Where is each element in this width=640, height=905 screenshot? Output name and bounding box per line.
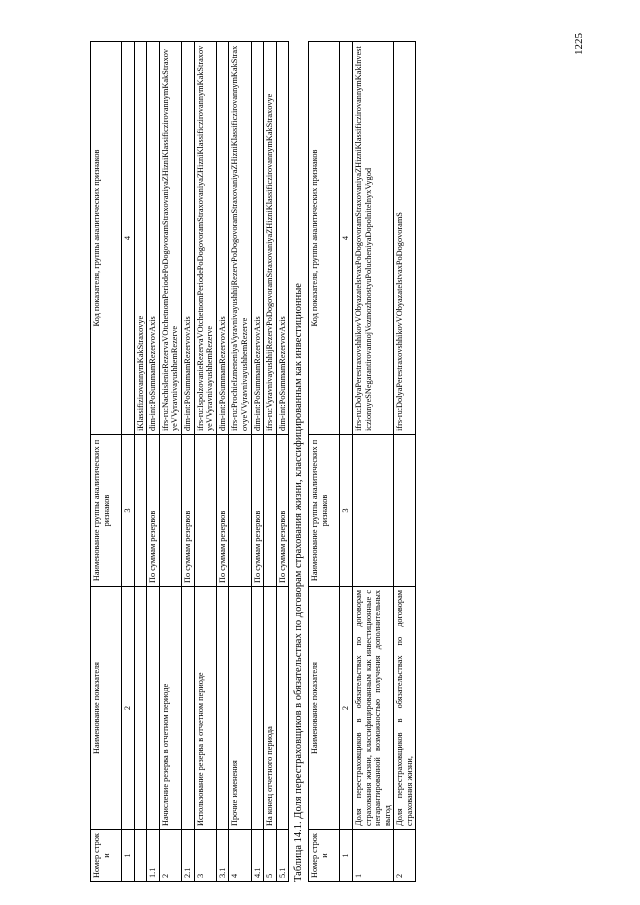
col-number: 1 bbox=[340, 830, 353, 882]
table-reserve-movements bbox=[90, 41, 289, 882]
group-name: По суммам резервов bbox=[251, 435, 264, 587]
col-number: 4 bbox=[340, 42, 353, 435]
table-row bbox=[159, 42, 181, 882]
col-number: 2 bbox=[340, 587, 353, 830]
page-number: 1225 bbox=[573, 33, 585, 55]
col-number: 1 bbox=[122, 830, 135, 882]
row-number: 5 bbox=[264, 830, 277, 882]
group-name bbox=[134, 435, 147, 587]
col-number: 2 bbox=[122, 587, 135, 830]
group-name bbox=[394, 435, 416, 587]
table-row bbox=[216, 42, 229, 882]
indicator-code: ifrs-ru:NachislenieRezervaVOtchetnomPeriodePoDogovoramStraxovaniyaZHizniKlassificzirovannymKakStraxovyeVVyravnivayushhemRezerve bbox=[159, 42, 181, 435]
indicator-name: Доля перестраховщиков в обязательствах по договорам страхования жизни, bbox=[394, 587, 416, 830]
group-name bbox=[229, 435, 251, 587]
indicator-code: dim-int:PoSummamRezervovAxis bbox=[181, 42, 194, 435]
table-row bbox=[264, 42, 277, 882]
row-number: 4 bbox=[229, 830, 251, 882]
table-reinsurer-share bbox=[308, 41, 416, 882]
header-indicator-name: Наименование показателя bbox=[91, 587, 122, 830]
indicator-code: ifrs-ru:ProchieIzmeneniyaVyravnivayushhijRezervPoDogovoramStraxovaniyaZHizniKlassificzirovannymKakStraxovyeVVyravnivayushhemRezerve bbox=[229, 42, 251, 435]
row-number: 1.1 bbox=[147, 830, 160, 882]
indicator-name bbox=[134, 587, 147, 830]
table-caption: Таблица 14.1. Доля перестраховщиков в обязательствах по договорам страхования жизни, классифицированным как инвестиционные bbox=[293, 283, 305, 882]
table-row bbox=[394, 42, 416, 882]
indicator-code: dim-int:PoSummamRezervovAxis bbox=[147, 42, 160, 435]
indicator-code: ifrs-ru:VyravnivayushhijRezervPoDogovoramStraxovaniyaZHizniKlassificzirovannymKakStraxovye bbox=[264, 42, 277, 435]
indicator-code: ifrs-ru:DolyaPerestraxovshhikovVObyazatelstvaxPoDogovoramStraxovaniyaZHizniKlassificzirovannymKakInvesticzionnyeSNegarantirovannojVozmozhnostyuPolucheniyaDopolnitelnyxVygod bbox=[352, 42, 393, 435]
row-number: 3 bbox=[194, 830, 216, 882]
col-number: 3 bbox=[122, 435, 135, 587]
group-name bbox=[194, 435, 216, 587]
indicator-name: Использование резерва в отчетном периоде bbox=[194, 587, 216, 830]
row-number: 2 bbox=[159, 830, 181, 882]
col-number: 3 bbox=[340, 435, 353, 587]
row-number bbox=[134, 830, 147, 882]
indicator-code: ifrs-ru:IspolzovanieRezervaVOtchetnomPeriodePoDogovoramStraxovaniyaZHizniKlassificzirovannymKakStraxovyeVVyravnivayushhemRezerve bbox=[194, 42, 216, 435]
group-name bbox=[159, 435, 181, 587]
indicator-code: dim-int:PoSummamRezervovAxis bbox=[276, 42, 289, 435]
header-code: Код показателя, группы аналитических признаков bbox=[309, 42, 340, 435]
row-number: 2 bbox=[394, 830, 416, 882]
column-numbers-row bbox=[340, 42, 353, 882]
row-number: 1 bbox=[352, 830, 393, 882]
indicator-name: Прочие изменения bbox=[229, 587, 251, 830]
group-name bbox=[264, 435, 277, 587]
header-group-name: Наименование группы аналитических признаков bbox=[91, 435, 122, 587]
indicator-code: ifrs-ru:DolyaPerestraxovshhikovVObyazatelstvaxPoDogovoramS bbox=[394, 42, 416, 435]
group-name: По суммам резервов bbox=[276, 435, 289, 587]
indicator-name bbox=[276, 587, 289, 830]
indicator-name: Начисление резерва в отчетном периоде bbox=[159, 587, 181, 830]
row-number: 5.1 bbox=[276, 830, 289, 882]
table-row bbox=[229, 42, 251, 882]
group-name: По суммам резервов bbox=[181, 435, 194, 587]
column-numbers-row bbox=[122, 42, 135, 882]
table-row bbox=[251, 42, 264, 882]
table-header-row bbox=[91, 42, 122, 882]
table-row bbox=[194, 42, 216, 882]
table-row bbox=[134, 42, 147, 882]
row-number: 2.1 bbox=[181, 830, 194, 882]
indicator-name bbox=[216, 587, 229, 830]
indicator-code: dim-int:PoSummamRezervovAxis bbox=[251, 42, 264, 435]
col-number: 4 bbox=[122, 42, 135, 435]
indicator-name bbox=[251, 587, 264, 830]
header-group-name: Наименование группы аналитических признаков bbox=[309, 435, 340, 587]
rotated-page-content bbox=[90, 42, 416, 882]
group-name: По суммам резервов bbox=[147, 435, 160, 587]
header-indicator-name: Наименование показателя bbox=[309, 587, 340, 830]
group-name bbox=[352, 435, 393, 587]
table-row bbox=[147, 42, 160, 882]
group-name: По суммам резервов bbox=[216, 435, 229, 587]
indicator-code: dim-int:PoSummamRezervovAxis bbox=[216, 42, 229, 435]
indicator-name: На конец отчетного периода bbox=[264, 587, 277, 830]
indicator-code: iKlassifizirovannymKakStraxovye bbox=[134, 42, 147, 435]
row-number: 3.1 bbox=[216, 830, 229, 882]
indicator-name bbox=[147, 587, 160, 830]
row-number: 4.1 bbox=[251, 830, 264, 882]
table-row bbox=[276, 42, 289, 882]
table-row bbox=[181, 42, 194, 882]
header-code: Код показателя, группы аналитических признаков bbox=[91, 42, 122, 435]
header-row-number: Номер строки bbox=[91, 830, 122, 882]
indicator-name: Доля перестраховщиков в обязательствах по договорам страхования жизни, классифицированным как инвестиционные с негарантированной возможностью получения дополнительных выгод bbox=[352, 587, 393, 830]
table-row bbox=[352, 42, 393, 882]
indicator-name bbox=[181, 587, 194, 830]
header-row-number: Номер строки bbox=[309, 830, 340, 882]
table-header-row bbox=[309, 42, 340, 882]
